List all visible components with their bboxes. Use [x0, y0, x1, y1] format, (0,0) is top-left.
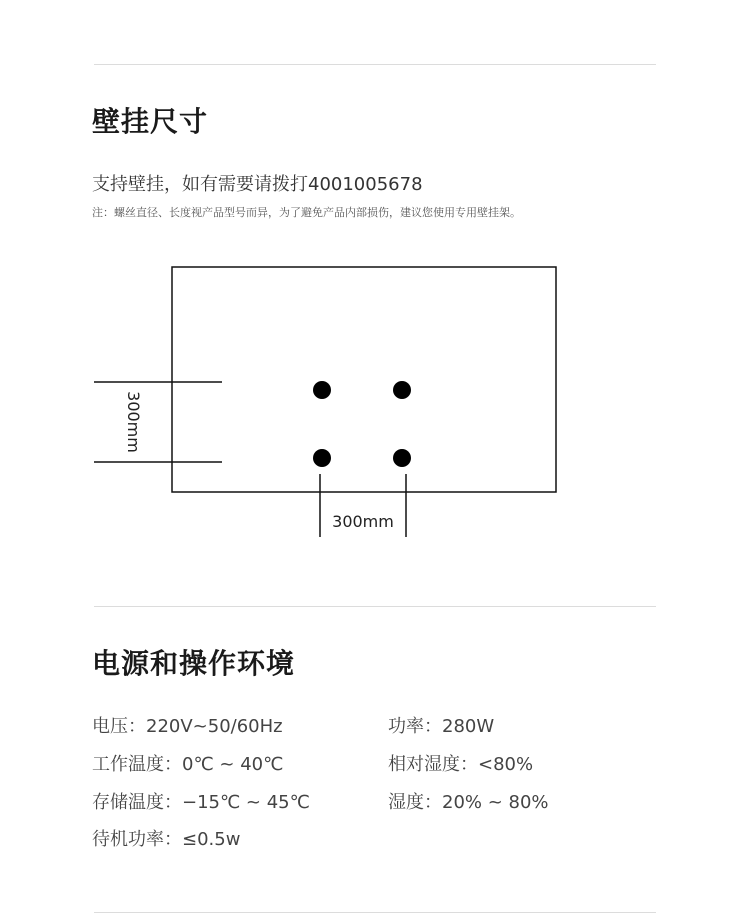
- wall-mount-note: 注：螺丝直径、长度视产品型号而异，为了避免产品内部损伤，建议您使用专用壁挂架。: [92, 206, 521, 219]
- wall-mount-title: 壁挂尺寸: [92, 105, 209, 138]
- spec-humidity: 湿度：20% ~ 80%: [388, 792, 549, 813]
- middle-divider: [94, 606, 656, 607]
- mount-hole-top-left: [313, 381, 331, 399]
- bottom-divider: [94, 912, 656, 913]
- power-title: 电源和操作环境: [92, 647, 296, 680]
- mount-hole-bottom-left: [313, 449, 331, 467]
- mount-hole-top-right: [393, 381, 411, 399]
- mount-hole-bottom-right: [393, 449, 411, 467]
- horizontal-dimension-label: 300mm: [332, 512, 394, 531]
- spec-storage-temp: 存储温度：−15℃ ~ 45℃: [92, 792, 310, 813]
- spec-power: 功率：280W: [388, 716, 495, 737]
- vertical-dimension-label: 300mm: [124, 391, 143, 453]
- spec-operating-temp: 工作温度：0℃ ~ 40℃: [92, 754, 284, 775]
- tv-outline: [172, 267, 556, 492]
- spec-standby-power: 待机功率：≤0.5w: [92, 829, 241, 850]
- wall-mount-intro: 支持壁挂，如有需要请拨打4001005678: [92, 174, 423, 195]
- spec-voltage: 电压：220V~50/60Hz: [92, 716, 283, 737]
- spec-relative-humidity: 相对湿度：<80%: [388, 754, 534, 775]
